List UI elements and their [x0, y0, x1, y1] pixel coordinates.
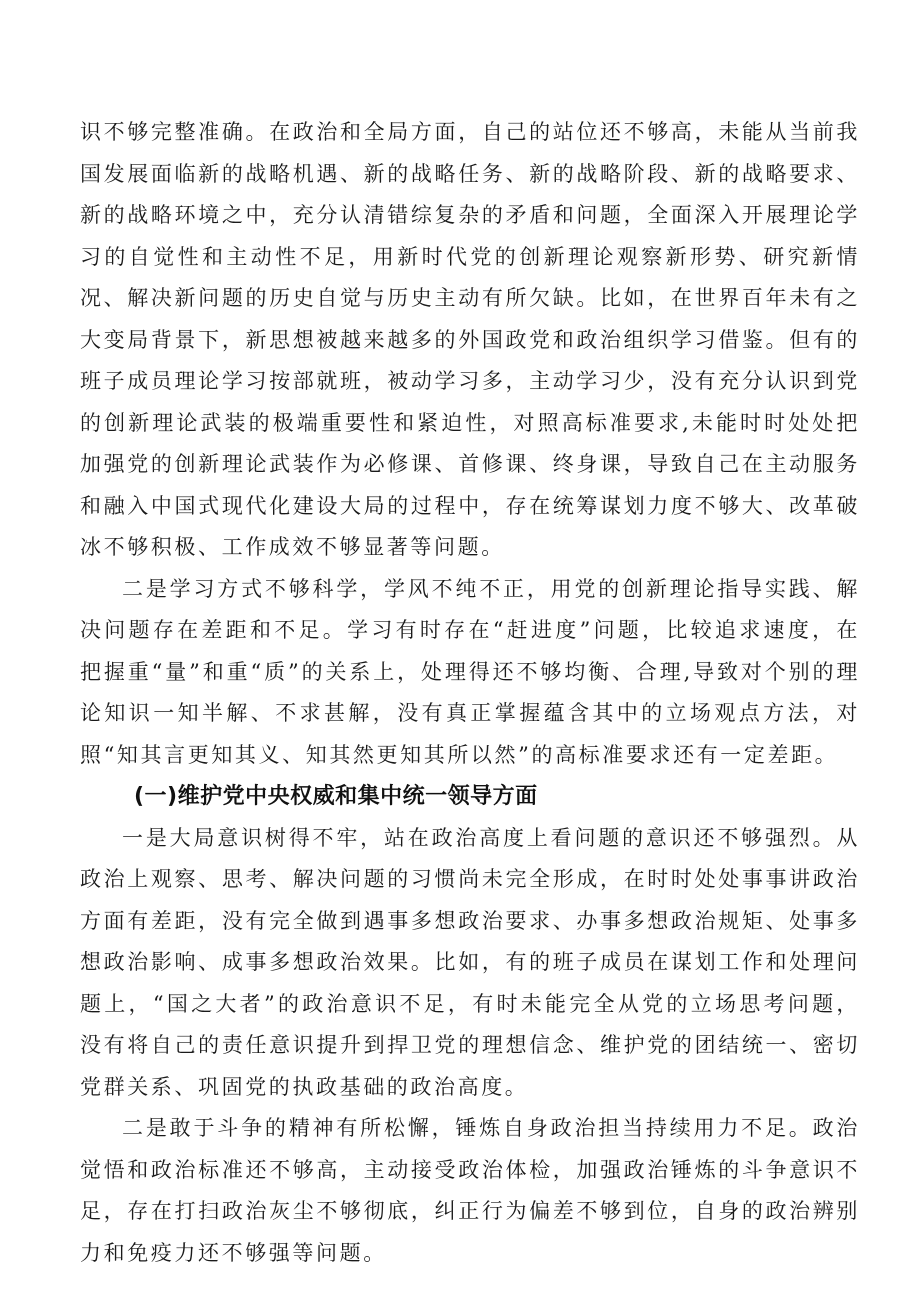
body-paragraph-1: 识不够完整准确。在政治和全局方面，自己的站位还不够高，未能从当前我国发展面临新的战略机遇、新的战略任务、新的战略阶段、新的战略要求、新的战略环境之中，充分认清错综复杂的矛盾和问题，全面深入开展理论学习的自觉性和主动性不足，用新时代党的创新理论观察新形势、研究新情况、解决新问题的历史自觉与历史主动有所欠缺。比如，在世界百年未有之大变局背景下，新思想被越来越多的外国政党和政治组织学习借鉴。但有的班子成员理论学习按部就班，被动学习多，主动学习少，没有充分认识到党的创新理论武装的极端重要性和紧迫性，对照高标准要求,未能时时处处把加强党的创新理论武装作为必修课、首修课、终身课，导致自己在主动服务和融入中国式现代化建设大局的过程中，存在统筹谋划力度不够大、改革破冰不够积极、工作成效不够显著等问题。	[80, 120, 860, 559]
section-paragraph-2: 二是敢于斗争的精神有所松懈，锤炼自身政治担当持续用力不足。政治觉悟和政治标准还不够高，主动接受政治体检，加强政治锤炼的斗争意识不足，存在打扫政治灰尘不够彻底，纠正行为偏差不够到位，自身的政治辨别力和免疫力还不够强等问题。	[80, 1116, 860, 1265]
body-paragraph-2: 二是学习方式不够科学，学风不纯不正，用党的创新理论指导实践、解决问题存在差距和不足。学习有时存在“赶进度”问题，比较追求速度，在把握重“量”和重“质”的关系上，处理得还不够均衡、合理,导致对个别的理论知识一知半解、不求甚解，没有真正掌握蕴含其中的立场观点方法，对照“知其言更知其义、知其然更知其所以然”的高标准要求还有一定差距。	[80, 576, 860, 767]
section-heading: (一)维护党中央权威和集中统一领导方面	[134, 784, 538, 809]
section-paragraph-1: 一是大局意识树得不牢，站在政治高度上看问题的意识还不够强烈。从政治上观察、思考、解决问题的习惯尚未完全形成，在时时处处事事讲政治方面有差距，没有完全做到遇事多想政治要求、办事多想政治规矩、处事多想政治影响、成事多想政治效果。比如，有的班子成员在谋划工作和处理问题上，“国之大者”的政治意识不足，有时未能完全从党的立场思考问题，没有将自己的责任意识提升到捍卫党的理想信念、维护党的团结统一、密切党群关系、巩固党的执政基础的政治高度。	[80, 825, 860, 1099]
document-page	[80, 112, 860, 1274]
